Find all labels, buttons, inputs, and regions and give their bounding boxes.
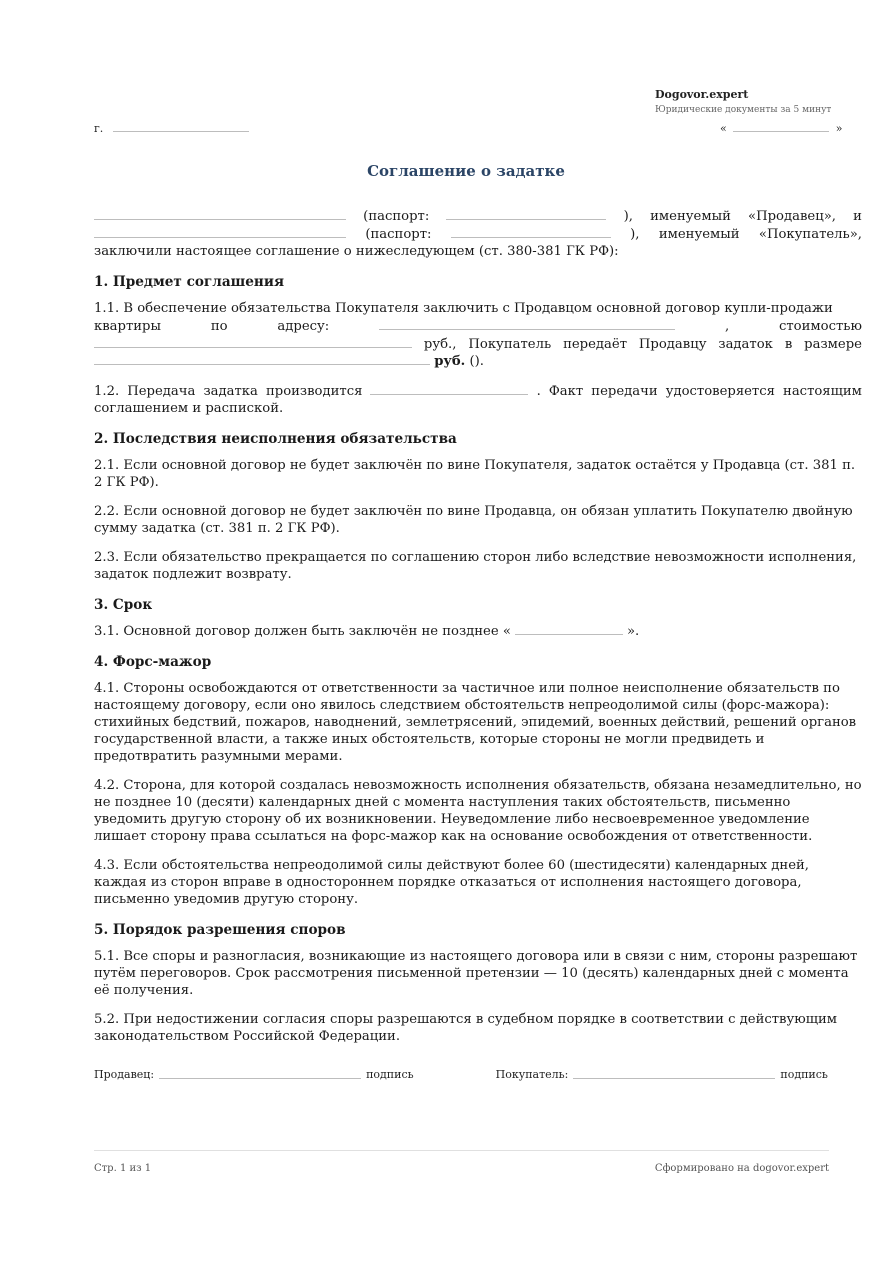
clause-1-2-line-1 bbox=[94, 382, 862, 400]
section-heading-4: 4. Форс-мажор bbox=[94, 654, 212, 670]
date-blank[interactable] bbox=[733, 121, 829, 132]
clause-1-1-line-3 bbox=[94, 335, 862, 353]
clause-1-2-line-2: соглашением и распиской. bbox=[94, 401, 284, 416]
address-blank[interactable] bbox=[379, 317, 675, 330]
word: удостоверяется bbox=[665, 384, 775, 399]
word: Покупатель bbox=[468, 337, 552, 352]
clause-text: ». bbox=[626, 624, 640, 639]
clause-1-1-line-4 bbox=[94, 353, 862, 370]
seller-name-blank[interactable] bbox=[94, 207, 346, 220]
brand-tagline: Юридические документы за 5 минут bbox=[655, 105, 832, 115]
buyer-name-blank[interactable] bbox=[94, 225, 346, 238]
clause-2-2: 2.2. Если основной договор не будет заключён по вине Продавца, он обязан уплатить Покупателю двойную сумму задатка (ст. 381 п. 2 ГК РФ). bbox=[94, 504, 853, 536]
word: по bbox=[210, 319, 228, 334]
city-blank[interactable] bbox=[113, 121, 249, 132]
section-heading-5: 5. Порядок разрешения споров bbox=[94, 922, 346, 938]
word: Передача bbox=[127, 384, 196, 399]
word: Факт bbox=[548, 384, 584, 399]
page-number: Стр. 1 из 1 bbox=[94, 1163, 152, 1174]
document-title: Соглашение о задатке bbox=[367, 162, 565, 180]
buyer-signature-label: Покупатель: bbox=[495, 1068, 569, 1081]
clause-5-1: 5.1. Все споры и разногласия, возникающие из настоящего договора или в связи с ним, стороны разрешают путём переговоров. Срок рассмотрения письменной претензии — 10 (десять) календарных дней с момента её получения. bbox=[94, 949, 858, 998]
clause-4-1: 4.1. Стороны освобождаются от ответственности за частичное или полное неисполнение обязательств по настоящему договору, если оно явилось следствием обстоятельств непреодолимой силы (форс-мажора): стихийных бедствий, пожаров, наводнений, землетрясений, эпидемий, военных действий, решений органов государственной власти, а также иных обстоятельств, которые стороны не могли предвидеть и предотвратить разумными мерами. bbox=[94, 681, 857, 764]
price-blank[interactable] bbox=[94, 335, 412, 348]
date-close-quote: » bbox=[835, 122, 843, 135]
buyer-signature-blank[interactable] bbox=[573, 1068, 775, 1079]
parties-line-1 bbox=[94, 207, 862, 225]
paren-close: ), bbox=[623, 209, 633, 224]
word: передаёт bbox=[563, 337, 627, 352]
clause-5-2: 5.2. При недостижении согласия споры разрешаются в судебном порядке в соответствии с действующим законодательством Российской Федерации. bbox=[94, 1012, 838, 1044]
word: адресу: bbox=[277, 319, 330, 334]
word: , bbox=[724, 319, 730, 334]
paren-close: ), bbox=[630, 227, 640, 242]
word: 1.2. bbox=[94, 384, 120, 399]
clause-1-1-line-1: 1.1. В обеспечение обязательства Покупателя заключить с Продавцом основной договор купли-продажи bbox=[94, 301, 833, 316]
city-field bbox=[94, 121, 249, 135]
deadline-date-blank[interactable] bbox=[515, 624, 623, 635]
word: передачи bbox=[591, 384, 658, 399]
section-heading-3: 3. Срок bbox=[94, 597, 153, 613]
transfer-date-blank[interactable] bbox=[370, 382, 528, 395]
generated-by: Сформировано на dogovor.expert bbox=[654, 1163, 829, 1174]
clause-text: 3.1. Основной договор должен быть заключён не позднее « bbox=[94, 624, 511, 639]
brand-name[interactable]: Dogovor.expert bbox=[655, 88, 749, 101]
role-word: именуемый bbox=[658, 227, 740, 242]
word: стоимостью bbox=[778, 319, 862, 334]
city-prefix: г. bbox=[94, 122, 104, 135]
date-field bbox=[720, 121, 842, 135]
word: квартиры bbox=[94, 319, 161, 334]
rub-bold: руб. bbox=[434, 354, 466, 369]
clause-3-1 bbox=[94, 623, 862, 640]
seller-passport-blank[interactable] bbox=[446, 207, 606, 220]
parties-conclusion: заключили настоящее соглашение о нижеследующем (ст. 380-381 ГК РФ): bbox=[94, 244, 619, 259]
document-body bbox=[94, 207, 862, 1045]
word: размере bbox=[804, 337, 862, 352]
parties-line-2 bbox=[94, 225, 862, 243]
seller-role-name: «Продавец», bbox=[748, 209, 836, 224]
clause-2-3: 2.3. Если обязательство прекращается по соглашению сторон либо вследствие невозможности исполнения, задаток подлежит возврату. bbox=[94, 550, 857, 582]
clause-4-3: 4.3. Если обстоятельства непреодолимой силы действуют более 60 (шестидесяти) календарных дней, каждая из сторон вправе в одностороннем порядке отказаться от исполнения настоящего договора, письменно уведомив другую сторону. bbox=[94, 858, 809, 907]
seller-sign-caption: подпись bbox=[366, 1068, 414, 1081]
section-heading-1: 1. Предмет соглашения bbox=[94, 274, 284, 290]
and-word: и bbox=[853, 209, 862, 224]
section-heading-2: 2. Последствия неисполнения обязательства bbox=[94, 431, 457, 447]
word: в bbox=[784, 337, 793, 352]
word: Продавцу bbox=[638, 337, 707, 352]
buyer-role-name: «Покупатель», bbox=[758, 227, 862, 242]
footer-divider bbox=[94, 1150, 829, 1151]
word: производится bbox=[265, 384, 363, 399]
passport-label: (паспорт: bbox=[365, 227, 432, 242]
seller-signature-blank[interactable] bbox=[159, 1068, 361, 1079]
seller-signature-label: Продавец: bbox=[94, 1068, 155, 1081]
word: задаток bbox=[718, 337, 773, 352]
word: настоящим bbox=[783, 384, 862, 399]
date-open-quote: « bbox=[720, 122, 727, 135]
brand-block bbox=[655, 88, 855, 117]
clause-4-2: 4.2. Сторона, для которой создалась невозможность исполнения обязательств, обязана незамедлительно, но не позднее 10 (десяти) календарных дней с момента наступления таких обстоятельств, письменно уведомить другую сторону об их возникновении. Неуведомление либо несвоевременное уведомление лишает сторону права ссылаться на форс-мажор как на основание освобождения от ответственности. bbox=[94, 778, 862, 844]
clause-2-1: 2.1. Если основной договор не будет заключён по вине Покупателя, задаток остаётся у Продавца (ст. 381 п. 2 ГК РФ). bbox=[94, 458, 856, 490]
buyer-passport-blank[interactable] bbox=[451, 225, 611, 238]
word: . bbox=[536, 384, 541, 399]
role-word: именуемый bbox=[650, 209, 731, 224]
word: задатка bbox=[203, 384, 258, 399]
deposit-blank[interactable] bbox=[94, 354, 430, 365]
signature-row bbox=[94, 1068, 854, 1081]
word: руб., bbox=[423, 337, 457, 352]
word: (). bbox=[469, 354, 484, 369]
clause-1-1-line-2 bbox=[94, 317, 862, 335]
passport-label: (паспорт: bbox=[363, 209, 430, 224]
buyer-sign-caption: подпись bbox=[780, 1068, 828, 1081]
